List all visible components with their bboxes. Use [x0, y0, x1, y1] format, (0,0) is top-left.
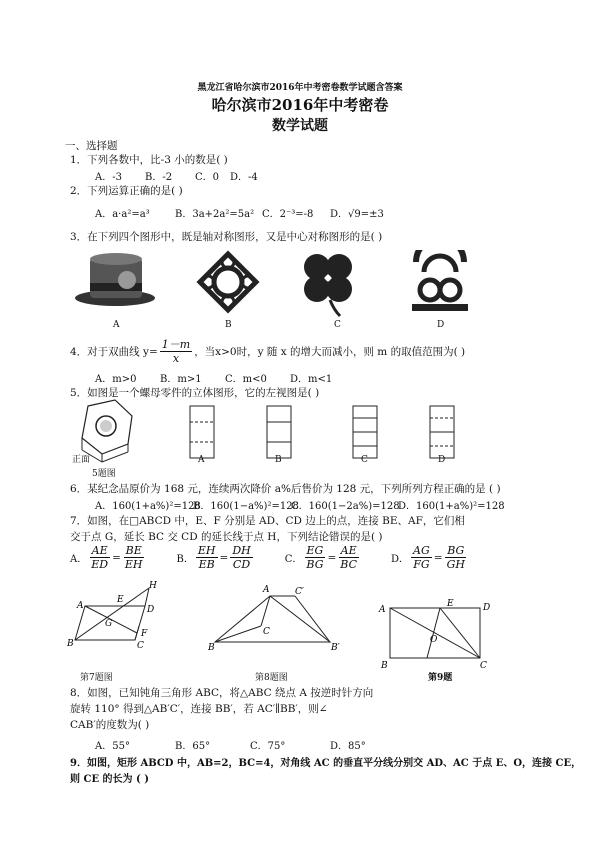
q8-option-a: A．55° [95, 741, 130, 752]
q6-option-c: C．160(1−2a%)=128 [291, 501, 400, 512]
q4-stem-suffix: ，当x>0时，y 随 x 的增大而减小，则 m 的取值范围为( ) [194, 346, 466, 358]
q9-label-b: B [381, 661, 388, 670]
q4-fraction-denominator: x [172, 352, 180, 365]
q4-option-a: A．m>0 [95, 374, 137, 385]
q7-label-e: E [117, 595, 124, 605]
q7-b-den2: CD [232, 558, 251, 571]
q4-option-b: B．m>1 [160, 374, 202, 385]
q5-label-c: C [361, 455, 368, 465]
q8-option-b: B．65° [175, 741, 211, 752]
q7-a-eq: = [112, 551, 121, 564]
q9-label-d: D [483, 603, 491, 613]
q7-c-eq: = [327, 551, 337, 564]
top-hat-figure [75, 253, 155, 306]
q7-label-c: C [137, 641, 144, 651]
q7-caption: 第7题图 [80, 673, 113, 683]
view-a [190, 406, 214, 458]
q7-d-den2: GH [446, 558, 465, 571]
q1-option-d: D．-4 [230, 172, 258, 183]
q7-option-d-letter: D． [391, 554, 410, 565]
q8-label-b-prime: B′ [331, 643, 340, 653]
q4-stem [70, 338, 465, 365]
q7-b-eq: = [219, 551, 229, 564]
q7-a-num2: BE [125, 544, 142, 557]
q5-label-d: D [438, 455, 446, 465]
q9-caption: 第9题 [428, 673, 453, 683]
q2-stem: 2．下列运算正确的是( ) [70, 185, 183, 197]
q5-label-a: A [198, 455, 205, 465]
q5-stem: 5．如图是一个螺母零件的立体图形，它的左视图是( ) [70, 387, 320, 399]
q8-label-b: B [208, 643, 215, 653]
q7-label-g: G [105, 619, 113, 629]
q3-label-b: B [225, 320, 232, 330]
q7-option-a-letter: A． [70, 554, 88, 565]
q2-option-b: B．3a+2a²=5a² [175, 209, 255, 220]
section-heading: 一、选择题 [65, 140, 118, 152]
q2-option-d: D．√9=±3 [330, 209, 384, 220]
q4-fraction-numerator: 1－m [161, 338, 191, 351]
view-d [430, 406, 454, 458]
q3-label-d: D [437, 320, 445, 330]
q7-option-b-letter: B． [176, 554, 194, 565]
q2-option-c: C．2⁻³=-8 [262, 209, 314, 220]
q1-option-b: B．-2 [145, 172, 173, 183]
q6-option-a: A．160(1+a%)²=128 [95, 501, 201, 512]
doc-subtitle: 黑龙江省哈尔滨市2016年中考密卷数学试题含答案 [197, 83, 403, 93]
q7-stem-line2: 交于点 G，延长 BC 交 CD 的延长线于点 H，下列结论错误的是( ) [70, 531, 383, 543]
q7-option-c-letter: C． [284, 554, 303, 565]
q4-stem-prefix: 4．对于双曲线 y= [70, 346, 158, 358]
q1-stem: 1．下列各数中，比-3 小的数是( ) [70, 154, 228, 166]
q7-label-d: D [147, 605, 155, 615]
q9-label-e: E [447, 599, 454, 609]
q7-b-num2: DH [232, 544, 251, 557]
q5-label-b: B [275, 455, 282, 465]
q7-b-num1: EH [197, 544, 216, 557]
q8-label-a: A [263, 585, 270, 595]
q7-a-den1: ED [91, 558, 109, 571]
q7-a-num1: AE [91, 544, 108, 557]
q8-stem-line1: 8．如图，已知钝角三角形 ABC，将△ABC 绕点 A 按逆时针方向 [70, 687, 374, 699]
doc-title: 哈尔滨市2016年中考密卷 [211, 96, 389, 114]
q3-stem: 3．在下列四个图形中，既是轴对称图形，又是中心对称图形的是( ) [70, 231, 383, 243]
q9-label-c: C [480, 661, 487, 670]
q7-c-num1: EG [306, 544, 324, 557]
view-c [353, 406, 377, 458]
q9-rectangle-figure [390, 608, 480, 658]
q4-option-c: C．m<0 [225, 374, 267, 385]
q3-label-c: C [334, 320, 341, 330]
q7-b-den1: EB [198, 558, 215, 571]
q7-label-b: B [67, 639, 74, 649]
q7-c-num2: AE [340, 544, 357, 557]
q4-fraction [160, 338, 192, 365]
q3-label-a: A [113, 320, 120, 330]
q9-label-o: O [430, 635, 438, 645]
view-b [267, 406, 291, 458]
q8-stem-line2: 旋转 110° 得到△AB′C′，连接 BB′，若 AC′∥BB′，则∠ [70, 703, 328, 715]
q5-caption: 5题图 [92, 469, 116, 479]
q7-d-den1: FG [413, 558, 430, 571]
q9-stem-line2: 则 CE 的长为 ( ) [70, 774, 149, 785]
q8-option-d: D．85° [330, 741, 366, 752]
q7-a-den2: EH [124, 558, 143, 571]
q7-c-den2: BC [340, 558, 358, 571]
q6-option-d: D．160(1+a%)²=128 [398, 501, 505, 512]
clover-figure [304, 254, 352, 316]
q8-triangle-figure [215, 596, 330, 642]
q9-stem-line1: 9．如图，矩形 ABCD 中，AB=2，BC=4，对角线 AC 的垂直平分线分别交 AD、AC 于点 E、O，连接 CE， [70, 758, 582, 769]
geometry-figures [65, 578, 505, 670]
q8-caption: 第8题图 [255, 673, 288, 683]
q7-d-eq: = [433, 551, 443, 564]
q7-d-num1: AG [413, 544, 430, 557]
q8-label-c-prime: C′ [295, 587, 304, 597]
q1-option-c: C．0 [195, 172, 220, 183]
knot-figure [200, 254, 256, 310]
q9-label-a: A [379, 605, 386, 615]
q7-label-f: F [141, 629, 148, 639]
q7-options [70, 544, 469, 571]
q6-option-b: B．160(1−a%)²=128 [193, 501, 299, 512]
q8-option-c: C．75° [250, 741, 286, 752]
q7-c-den1: BG [306, 558, 324, 571]
q7-label-h: H [149, 581, 157, 591]
q5-front-label: 正面 [72, 455, 91, 465]
q3-figures [70, 250, 510, 320]
q6-stem: 6．某纪念品原价为 168 元，连续两次降价 a%后售价为 128 元，下列所列方程正确的是 ( ) [70, 483, 501, 495]
logo-figure [412, 250, 468, 311]
q7-stem-line1: 7．如图，在□ABCD 中，E、F 分别是 AD、CD 边上的点，连接 BE、AF，它们相 [70, 515, 465, 527]
q4-option-d: D．m<1 [290, 374, 333, 385]
q7-parallelogram-figure [75, 588, 149, 640]
q8-label-c: C [263, 627, 270, 637]
q8-stem-line3: CAB′的度数为( ) [70, 719, 150, 731]
doc-subject: 数学试题 [272, 118, 328, 134]
q7-label-a: A [77, 601, 84, 611]
q1-option-a: A．-3 [95, 172, 122, 183]
q7-d-num2: BG [447, 544, 465, 557]
q2-option-a: A．a·a²=a³ [95, 209, 150, 220]
